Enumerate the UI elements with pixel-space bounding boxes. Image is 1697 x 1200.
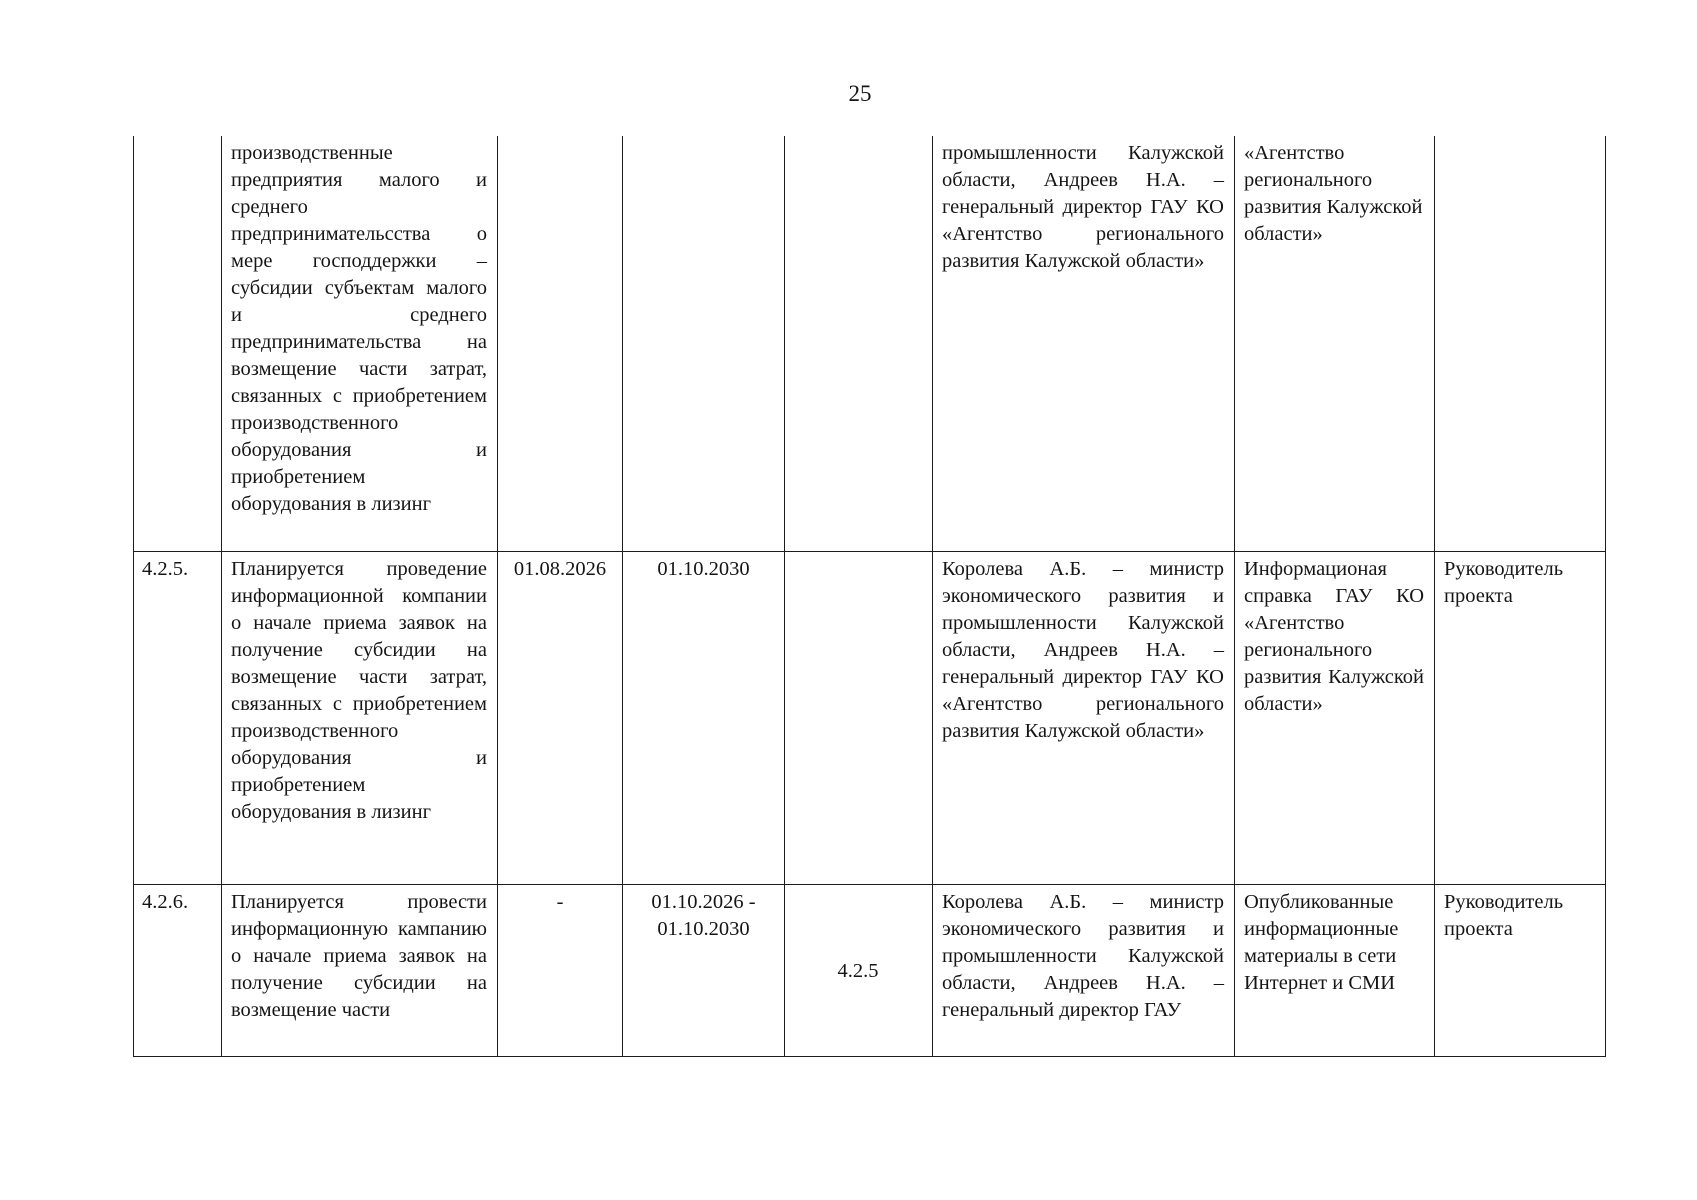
responsible-cell: промышленности Калужской области, Андреев Н.А. – генеральный директор ГАУ КО «Агентство регионального развития Калужской области» xyxy=(933,136,1235,551)
predecessor-cell xyxy=(785,551,933,884)
table-row xyxy=(134,136,1606,551)
end-date-cell: 01.10.2026 - 01.10.2030 xyxy=(623,884,785,1056)
end-date-cell xyxy=(623,136,785,551)
row-number-cell: 4.2.6. xyxy=(134,884,222,1056)
control-level-cell xyxy=(1435,136,1606,551)
action-cell: производственные предприятия малого и среднего предпринимательсства о мере господдержки – субсидии субъектам малого и среднего предпринимательства на возмещение части затрат, связанных с приобретением производственного оборудования и приобретением оборудования в лизинг xyxy=(222,136,498,551)
end-date-cell: 01.10.2030 xyxy=(623,551,785,884)
predecessor-cell: 4.2.5 xyxy=(785,884,933,1056)
responsible-cell: Королева А.Б. – министр экономического развития и промышленности Калужской области, Андреев Н.А. – генеральный директор ГАУ КО «Агентство регионального развития Калужской области» xyxy=(933,551,1235,884)
predecessor-cell xyxy=(785,136,933,551)
table-row xyxy=(134,884,1606,1056)
control-level-cell: Руководитель проекта xyxy=(1435,551,1606,884)
table-row xyxy=(134,551,1606,884)
action-cell: Планируется провести информационную кампанию о начале приема заявок на получение субсидии на возмещение части xyxy=(222,884,498,1056)
control-level-cell: Руководитель проекта xyxy=(1435,884,1606,1056)
result-cell: Опубликованные информационные материалы в сети Интернет и СМИ xyxy=(1235,884,1435,1056)
row-number-cell: 4.2.5. xyxy=(134,551,222,884)
responsible-cell: Королева А.Б. – министр экономического развития и промышленности Калужской области, Андреев Н.А. – генеральный директор ГАУ xyxy=(933,884,1235,1056)
start-date-cell: 01.08.2026 xyxy=(498,551,623,884)
plan-table xyxy=(133,136,1606,1057)
row-number-cell xyxy=(134,136,222,551)
start-date-cell xyxy=(498,136,623,551)
page-number: 25 xyxy=(848,81,872,106)
start-date-cell: - xyxy=(498,884,623,1056)
action-cell: Планируется проведение информационной компании о начале приема заявок на получение субсидии на возмещение части затрат, связанных с приобретением производственного оборудования и приобретением оборудования в лизинг xyxy=(222,551,498,884)
result-cell: «Агентство регионального развития Калужской области» xyxy=(1235,136,1435,551)
result-cell: Информационая справка ГАУ КО «Агентство регионального развития Калужской области» xyxy=(1235,551,1435,884)
